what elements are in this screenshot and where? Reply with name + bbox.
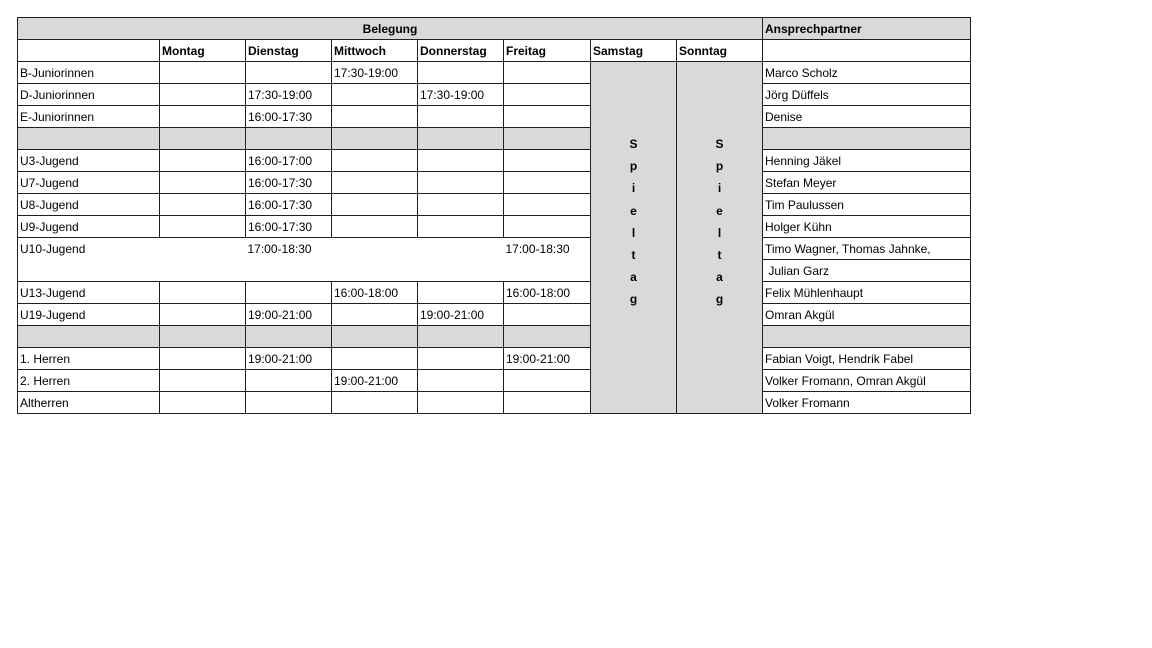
- table-row: [18, 348, 971, 370]
- table-row: [18, 260, 971, 282]
- time-cell[interactable]: [160, 304, 246, 326]
- team-cell[interactable]: Altherren: [18, 392, 160, 414]
- separator-row: [18, 128, 971, 150]
- table-row: [18, 150, 971, 172]
- time-cell[interactable]: [160, 260, 246, 282]
- time-cell[interactable]: [418, 238, 504, 260]
- time-cell[interactable]: [504, 304, 591, 326]
- day-header-mittwoch[interactable]: Mittwoch: [332, 40, 418, 62]
- separator-cell[interactable]: [246, 326, 332, 348]
- time-cell[interactable]: [160, 106, 246, 128]
- team-cell[interactable]: U9-Jugend: [18, 216, 160, 238]
- table-row: [18, 304, 971, 326]
- table-row: [18, 282, 971, 304]
- time-cell[interactable]: 19:00-21:00: [504, 348, 591, 370]
- team-cell[interactable]: 2. Herren: [18, 370, 160, 392]
- team-cell[interactable]: 1. Herren: [18, 348, 160, 370]
- table-row: [18, 172, 971, 194]
- contact-cell[interactable]: Volker Fromann, Omran Akgül: [763, 370, 971, 392]
- spieltag-letter: p: [715, 159, 724, 174]
- separator-cell[interactable]: [504, 326, 591, 348]
- time-cell[interactable]: [504, 260, 591, 282]
- time-cell[interactable]: [332, 392, 418, 414]
- time-cell[interactable]: [418, 370, 504, 392]
- samstag-spieltag-text: [591, 62, 676, 311]
- separator-cell[interactable]: [18, 326, 160, 348]
- day-header-dienstag[interactable]: Dienstag: [246, 40, 332, 62]
- team-cell[interactable]: U8-Jugend: [18, 194, 160, 216]
- team-cell[interactable]: U10-Jugend: [18, 238, 160, 260]
- time-cell[interactable]: 19:00-21:00: [418, 304, 504, 326]
- contact-cell[interactable]: Tim Paulussen: [763, 194, 971, 216]
- contact-cell[interactable]: Fabian Voigt, Hendrik Fabel: [763, 348, 971, 370]
- time-cell[interactable]: [246, 260, 332, 282]
- day-header-donnerstag[interactable]: Donnerstag: [418, 40, 504, 62]
- time-cell[interactable]: [160, 84, 246, 106]
- team-cell[interactable]: E-Juniorinnen: [18, 106, 160, 128]
- table-row: [18, 62, 971, 84]
- team-cell[interactable]: U7-Jugend: [18, 172, 160, 194]
- contact-cell[interactable]: Julian Garz: [763, 260, 971, 282]
- spieltag-letter: i: [717, 181, 722, 196]
- separator-cell[interactable]: [18, 128, 160, 150]
- time-cell[interactable]: [418, 260, 504, 282]
- separator-cell[interactable]: [418, 326, 504, 348]
- separator-cell[interactable]: [246, 128, 332, 150]
- spieltag-letter: e: [716, 203, 723, 218]
- time-cell[interactable]: [418, 172, 504, 194]
- sonntag-spieltag-text: [677, 62, 762, 311]
- time-cell[interactable]: [418, 216, 504, 238]
- time-cell[interactable]: [332, 238, 418, 260]
- time-cell[interactable]: [332, 172, 418, 194]
- team-cell[interactable]: B-Juniorinnen: [18, 62, 160, 84]
- time-cell[interactable]: [160, 62, 246, 84]
- time-cell[interactable]: [246, 392, 332, 414]
- time-cell[interactable]: [504, 194, 591, 216]
- table-row: [18, 106, 971, 128]
- time-cell[interactable]: [332, 348, 418, 370]
- belegung-header[interactable]: Belegung: [18, 18, 763, 40]
- time-cell[interactable]: [160, 172, 246, 194]
- contact-cell[interactable]: Felix Mühlenhaupt: [763, 282, 971, 304]
- team-cell[interactable]: U3-Jugend: [18, 150, 160, 172]
- day-header-samstag[interactable]: Samstag: [591, 40, 677, 62]
- time-cell[interactable]: 16:00-17:30: [246, 194, 332, 216]
- contact-cell[interactable]: Stefan Meyer: [763, 172, 971, 194]
- table-row: [18, 392, 971, 414]
- time-cell[interactable]: [246, 282, 332, 304]
- table-row: [18, 238, 971, 260]
- time-cell[interactable]: 16:00-17:00: [246, 150, 332, 172]
- separator-cell[interactable]: [763, 326, 971, 348]
- spieltag-letter: e: [630, 203, 637, 218]
- separator-cell[interactable]: [763, 128, 971, 150]
- time-cell[interactable]: [332, 84, 418, 106]
- time-cell[interactable]: 19:00-21:00: [246, 348, 332, 370]
- time-cell[interactable]: [160, 216, 246, 238]
- time-cell[interactable]: [332, 150, 418, 172]
- contact-cell[interactable]: Omran Akgül: [763, 304, 971, 326]
- time-cell[interactable]: [332, 216, 418, 238]
- header-row-days: [18, 40, 971, 62]
- contact-cell[interactable]: Jörg Düffels: [763, 84, 971, 106]
- day-header-montag[interactable]: Montag: [160, 40, 246, 62]
- time-cell[interactable]: [246, 62, 332, 84]
- time-cell[interactable]: [160, 194, 246, 216]
- team-cell[interactable]: [18, 260, 160, 282]
- table-row: [18, 194, 971, 216]
- spieltag-letter: g: [715, 292, 724, 307]
- contact-cell[interactable]: Denise: [763, 106, 971, 128]
- time-cell[interactable]: 19:00-21:00: [246, 304, 332, 326]
- team-cell[interactable]: U19-Jugend: [18, 304, 160, 326]
- time-cell[interactable]: [504, 84, 591, 106]
- time-cell[interactable]: [246, 370, 332, 392]
- spieltag-letter: l: [631, 225, 636, 240]
- separator-cell[interactable]: [332, 128, 418, 150]
- spieltag-letter: p: [629, 159, 638, 174]
- separator-cell[interactable]: [504, 128, 591, 150]
- contact-cell[interactable]: Volker Fromann: [763, 392, 971, 414]
- time-cell[interactable]: [418, 106, 504, 128]
- time-cell[interactable]: [504, 62, 591, 84]
- samstag-spieltag-cell[interactable]: [591, 62, 677, 414]
- table-row: [18, 84, 971, 106]
- spieltag-letter: a: [716, 270, 723, 285]
- time-cell[interactable]: [504, 172, 591, 194]
- time-cell[interactable]: [418, 282, 504, 304]
- separator-row: [18, 326, 971, 348]
- header-row-title: [18, 18, 971, 40]
- day-header-sonntag[interactable]: Sonntag: [677, 40, 763, 62]
- time-cell[interactable]: [160, 238, 246, 260]
- sonntag-spieltag-cell[interactable]: [677, 62, 763, 414]
- separator-cell[interactable]: [332, 326, 418, 348]
- time-cell[interactable]: [504, 216, 591, 238]
- contact-cell[interactable]: Marco Scholz: [763, 62, 971, 84]
- time-cell[interactable]: [160, 150, 246, 172]
- team-cell[interactable]: D-Juniorinnen: [18, 84, 160, 106]
- contact-cell[interactable]: Henning Jäkel: [763, 150, 971, 172]
- belegung-table: [17, 17, 971, 414]
- day-header-freitag[interactable]: Freitag: [504, 40, 591, 62]
- time-cell[interactable]: [332, 260, 418, 282]
- spieltag-letter: t: [631, 247, 636, 262]
- time-cell[interactable]: 17:00-18:30: [504, 238, 591, 260]
- spieltag-letter: a: [630, 270, 637, 285]
- time-cell[interactable]: 17:30-19:00: [246, 84, 332, 106]
- time-cell[interactable]: [504, 106, 591, 128]
- time-cell[interactable]: 16:00-18:00: [504, 282, 591, 304]
- time-cell[interactable]: 17:30-19:00: [332, 62, 418, 84]
- contact-header-cell[interactable]: [763, 40, 971, 62]
- separator-cell[interactable]: [160, 326, 246, 348]
- time-cell[interactable]: 17:00-18:30: [246, 238, 332, 260]
- time-cell[interactable]: [332, 304, 418, 326]
- time-cell[interactable]: [418, 348, 504, 370]
- spieltag-letter: t: [717, 247, 722, 262]
- separator-cell[interactable]: [418, 128, 504, 150]
- time-cell[interactable]: 17:30-19:00: [418, 84, 504, 106]
- team-header-cell[interactable]: [18, 40, 160, 62]
- time-cell[interactable]: [332, 106, 418, 128]
- time-cell[interactable]: 19:00-21:00: [332, 370, 418, 392]
- time-cell[interactable]: 16:00-18:00: [332, 282, 418, 304]
- time-cell[interactable]: [418, 392, 504, 414]
- spieltag-letter: S: [629, 137, 638, 151]
- time-cell[interactable]: [504, 392, 591, 414]
- time-cell[interactable]: [332, 194, 418, 216]
- time-cell[interactable]: [160, 282, 246, 304]
- contact-cell[interactable]: Timo Wagner, Thomas Jahnke,: [763, 238, 971, 260]
- time-cell[interactable]: [504, 150, 591, 172]
- time-cell[interactable]: [160, 348, 246, 370]
- table-row: [18, 216, 971, 238]
- time-cell[interactable]: [418, 150, 504, 172]
- spieltag-letter: S: [715, 137, 724, 151]
- spieltag-letter: l: [717, 225, 722, 240]
- time-cell[interactable]: [160, 392, 246, 414]
- team-cell[interactable]: U13-Jugend: [18, 282, 160, 304]
- separator-cell[interactable]: [160, 128, 246, 150]
- spieltag-letter: g: [629, 292, 638, 307]
- time-cell[interactable]: [504, 370, 591, 392]
- time-cell[interactable]: 16:00-17:30: [246, 216, 332, 238]
- table-row: [18, 370, 971, 392]
- time-cell[interactable]: [160, 370, 246, 392]
- time-cell[interactable]: [418, 62, 504, 84]
- spieltag-letter: i: [631, 181, 636, 196]
- time-cell[interactable]: 16:00-17:30: [246, 172, 332, 194]
- time-cell[interactable]: 16:00-17:30: [246, 106, 332, 128]
- contact-cell[interactable]: Holger Kühn: [763, 216, 971, 238]
- time-cell[interactable]: [418, 194, 504, 216]
- ansprechpartner-header[interactable]: Ansprechpartner: [763, 18, 971, 40]
